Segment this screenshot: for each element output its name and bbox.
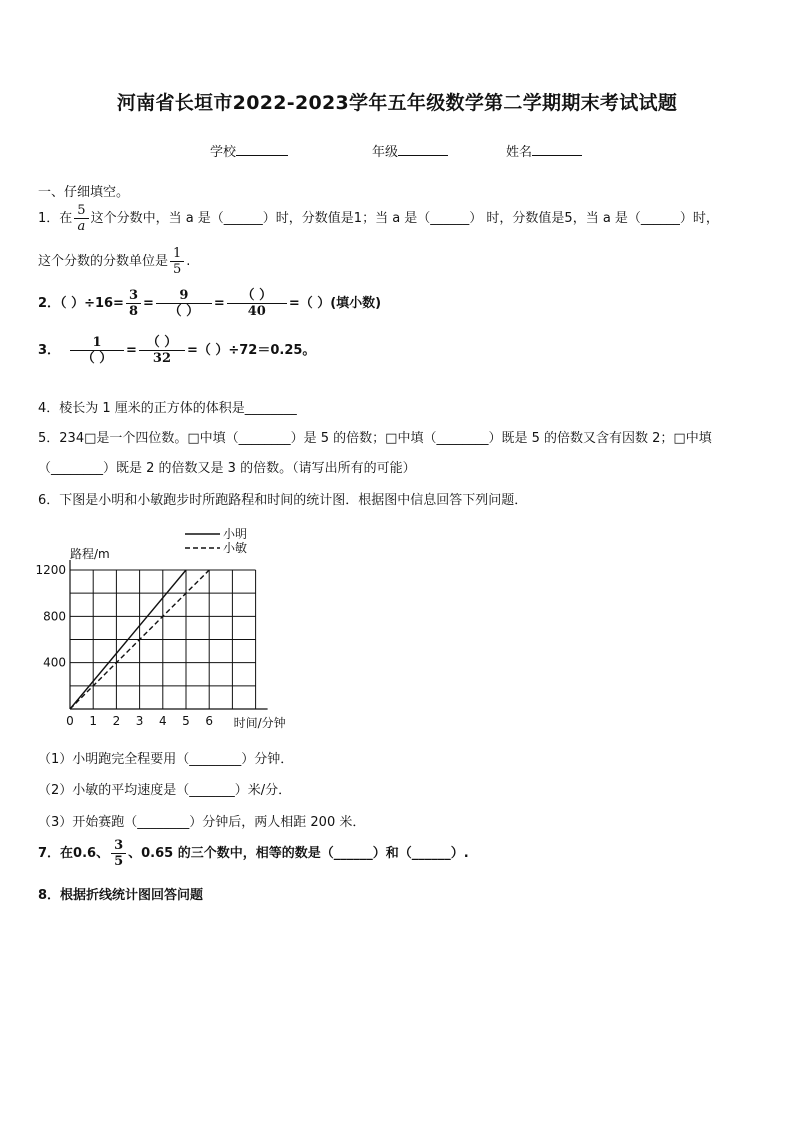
school-label: 学校 xyxy=(210,145,237,160)
fraction-9-over-blank xyxy=(156,288,212,319)
question-1-text-b: 这个分数中，当 a 是（______）时，分数值是1；当 a 是（______） 时，分数值是5，当 a 是（______）时， xyxy=(90,211,719,226)
fraction-numerator: 3 xyxy=(111,838,126,854)
grade-blank[interactable] xyxy=(398,143,448,156)
question-5-line-1: 5．234□是一个四位数。□中填（________）是 5 的倍数；□中填（________）既是 5 的倍数又含有因数 2；□中填 xyxy=(38,431,712,446)
question-2-text-a: 2．（ ）÷16= xyxy=(38,296,124,311)
question-2 xyxy=(38,288,381,319)
x-tick-label: 0 xyxy=(66,714,74,728)
question-1-text-a: 1．在 xyxy=(38,211,73,226)
fraction-1-over-blank xyxy=(70,335,124,366)
legend-label: 小明 xyxy=(223,527,248,541)
distance-time-chart xyxy=(30,522,330,732)
question-3 xyxy=(38,335,315,366)
y-tick-label: 1200 xyxy=(35,563,66,577)
x-tick-label: 3 xyxy=(135,714,144,728)
page-title: 河南省长垣市2022-2023学年五年级数学第二学期期末考试试题 xyxy=(116,92,678,114)
y-tick-label: 800 xyxy=(43,609,66,624)
fraction-denominator[interactable]: （ ） xyxy=(168,304,200,319)
fraction-numerator[interactable]: （ ） xyxy=(139,335,185,351)
fraction-denominator: 8 xyxy=(128,304,138,319)
fraction-denominator: 40 xyxy=(247,304,266,319)
question-4: 4．棱长为 1 厘米的正方体的体积是________ xyxy=(38,401,297,416)
chart-legend xyxy=(185,527,247,555)
name-blank[interactable] xyxy=(532,143,582,156)
question-3-text-b: =（ ）÷72＝0.25。 xyxy=(186,343,316,358)
grade-label: 年级 xyxy=(372,145,399,160)
question-1-text-c: 这个分数的分数单位是 xyxy=(38,254,169,269)
fraction-3-over-5 xyxy=(111,838,126,869)
y-tick-label: 400 xyxy=(43,655,66,670)
school-blank[interactable] xyxy=(236,143,288,156)
question-1-text-d: . xyxy=(186,254,191,269)
fraction-blank-over-40 xyxy=(227,288,287,319)
x-tick-label: 1 xyxy=(89,714,98,728)
fraction-numerator: 1 xyxy=(70,335,124,351)
fraction-numerator[interactable]: （ ） xyxy=(227,288,287,304)
x-axis-label: 时间/分钟 xyxy=(233,716,286,730)
y-axis-label: 路程/m xyxy=(70,547,110,561)
question-3-text-a: 3． xyxy=(38,343,61,358)
fraction-denominator: 32 xyxy=(152,351,171,366)
question-7 xyxy=(38,838,469,869)
fraction-denominator: a xyxy=(77,219,86,234)
question-5-line-2: （________）既是 2 的倍数又是 3 的倍数。（请写出所有的可能） xyxy=(38,461,416,476)
question-6-part-3: （3）开始赛跑（________）分钟后，两人相距 200 米． xyxy=(38,815,366,830)
grade-field xyxy=(372,141,448,160)
question-6: 6．下图是小明和小敏跑步时所跑路程和时间的统计图．根据图中信息回答下列问题． xyxy=(38,493,528,508)
legend-label: 小敏 xyxy=(223,541,248,555)
fraction-denominator: 5 xyxy=(114,854,124,869)
chart-grid xyxy=(70,570,256,709)
question-8: 8．根据折线统计图回答问题 xyxy=(38,888,204,903)
equals-sign: = xyxy=(143,296,154,311)
fraction-numerator: 3 xyxy=(126,288,141,304)
fraction-denominator: 5 xyxy=(173,262,182,277)
question-2-text-b: =（ ）(填小数) xyxy=(288,296,382,311)
name-field xyxy=(506,141,582,160)
fraction-5-over-a xyxy=(74,203,88,234)
question-1-line-2 xyxy=(38,246,190,277)
x-tick-label: 2 xyxy=(112,714,121,728)
fraction-numerator: 9 xyxy=(156,288,212,304)
question-7-text-a: 7．在0.6、 xyxy=(38,846,110,861)
fraction-3-over-8 xyxy=(126,288,141,319)
fraction-denominator[interactable]: （ ） xyxy=(81,351,113,366)
question-1-line-1 xyxy=(38,203,719,234)
name-label: 姓名 xyxy=(506,145,533,160)
question-7-text-b: 、0.65 的三个数中，相等的数是（______）和（______）. xyxy=(128,846,469,861)
x-tick-label: 4 xyxy=(158,714,167,728)
section-heading: 一、仔细填空。 xyxy=(38,185,130,200)
fraction-numerator: 1 xyxy=(170,246,184,262)
school-field xyxy=(210,141,288,160)
fraction-blank-over-32 xyxy=(139,335,185,366)
fraction-1-over-5 xyxy=(170,246,184,277)
question-6-part-1: （1）小明跑完全程要用（________）分钟． xyxy=(38,752,294,767)
x-tick-label: 5 xyxy=(182,714,190,728)
x-tick-label: 6 xyxy=(205,714,214,728)
equals-sign: = xyxy=(126,343,137,358)
fraction-numerator: 5 xyxy=(74,203,88,219)
question-6-part-2: （2）小敏的平均速度是（_______）米/分． xyxy=(38,783,292,798)
equals-sign: = xyxy=(213,296,225,311)
